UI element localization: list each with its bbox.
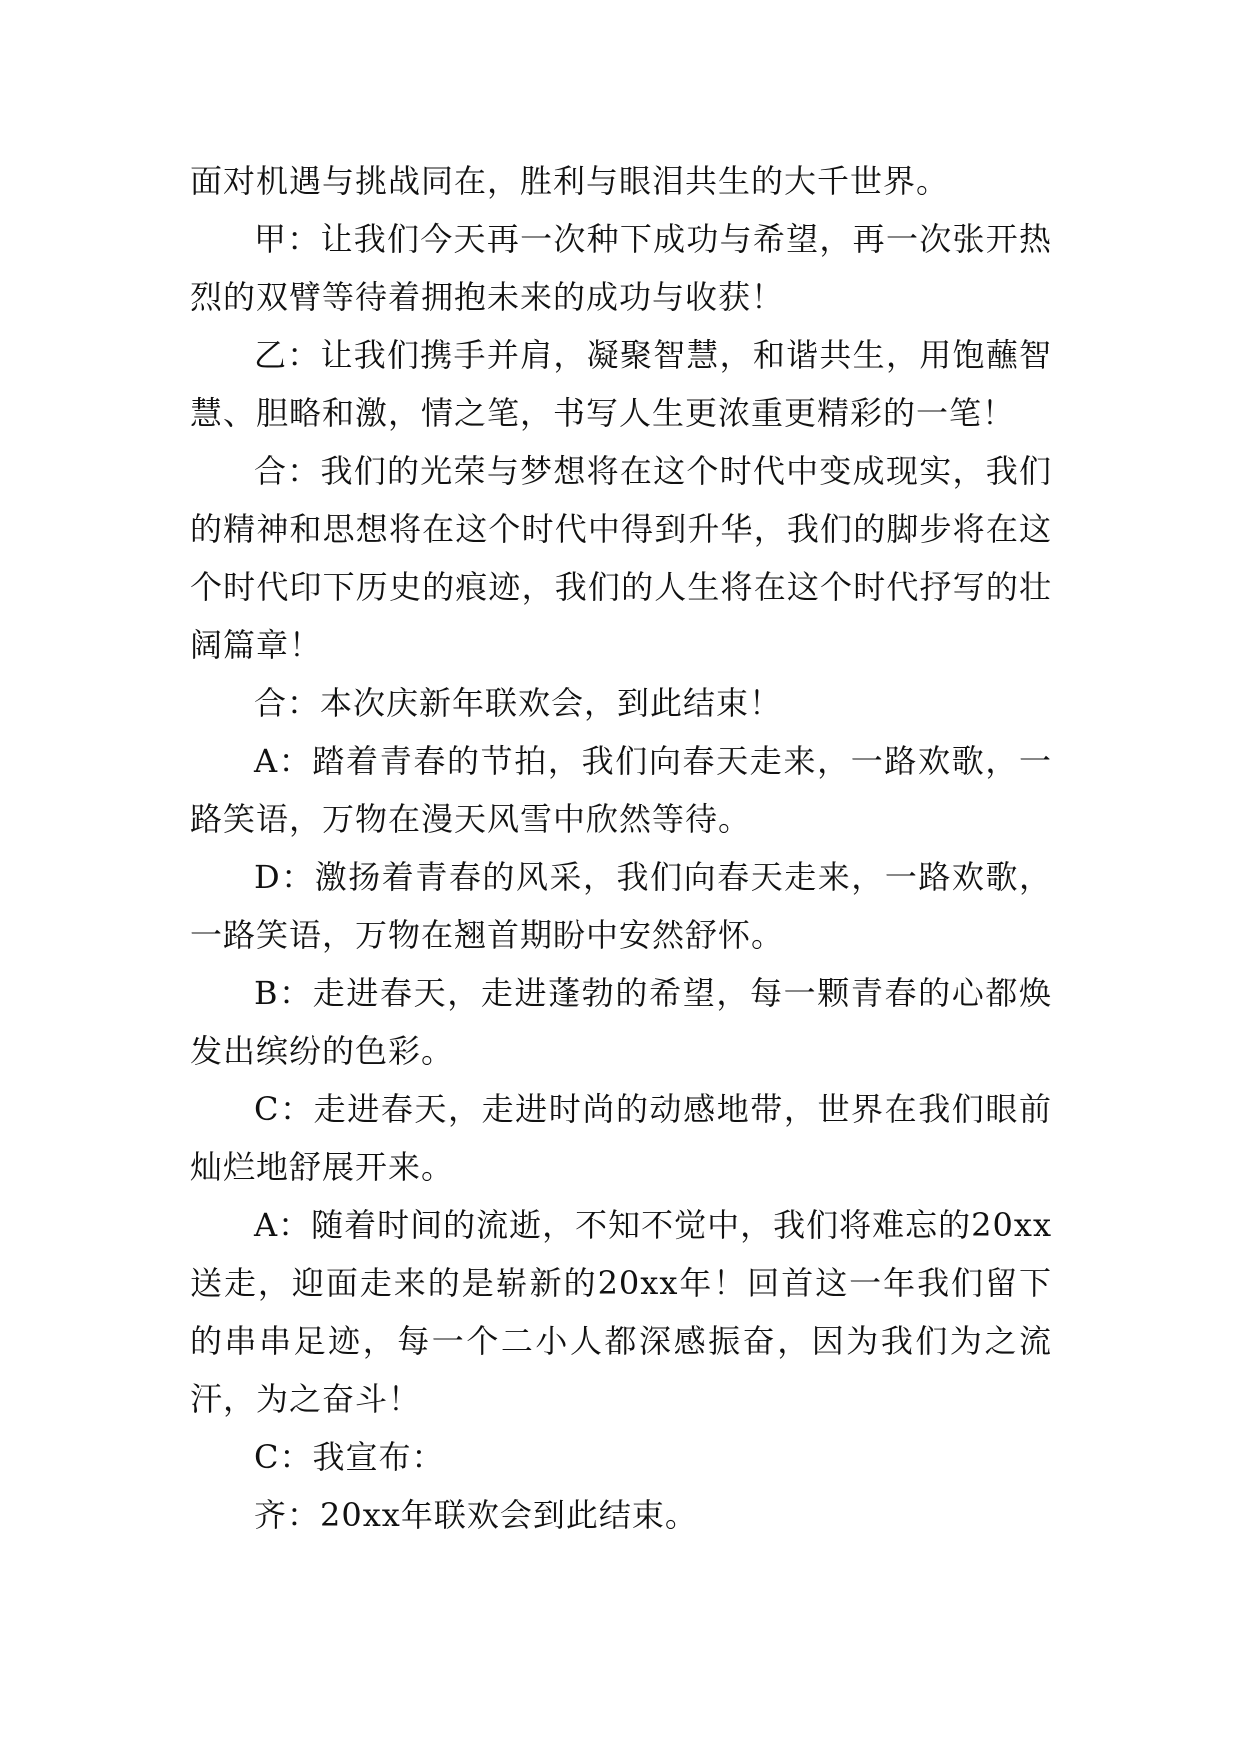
paragraph-d: D：激扬着青春的风采，我们向春天走来，一路欢歌，一路笑语，万物在翘首期盼中安然舒怀。 — [190, 858, 1052, 954]
paragraph-b: B：走进春天，走进蓬勃的希望，每一颗青春的心都焕发出缤纷的色彩。 — [190, 974, 1052, 1070]
paragraph-jia: 甲：让我们今天再一次种下成功与希望，再一次张开热烈的双臂等待着拥抱未来的成功与收获！ — [190, 220, 1052, 316]
paragraph-qi: 齐：20xx年联欢会到此结束。 — [254, 1496, 698, 1534]
document-body — [190, 152, 1052, 1544]
paragraph-continuation: 面对机遇与挑战同在，胜利与眼泪共生的大千世界。 — [190, 162, 950, 200]
paragraph-he-2: 合：本次庆新年联欢会，到此结束！ — [254, 684, 783, 722]
paragraph-a-1: A：踏着青春的节拍，我们向春天走来，一路欢歌，一路笑语，万物在漫天风雪中欣然等待。 — [190, 742, 1052, 838]
paragraph-c-1: C：走进春天，走进时尚的动感地带，世界在我们眼前灿烂地舒展开来。 — [190, 1090, 1052, 1186]
paragraph-a-2: A：随着时间的流逝，不知不觉中，我们将难忘的20xx送走，迎面走来的是崭新的20xx年！回首这一年我们留下的串串足迹，每一个二小人都深感振奋，因为我们为之流汗，为之奋斗！ — [190, 1206, 1052, 1418]
paragraph-c-2: C：我宣布： — [254, 1438, 445, 1476]
paragraph-yi: 乙：让我们携手并肩，凝聚智慧，和谐共生，用饱蘸智慧、胆略和激，情之笔，书写人生更浓重更精彩的一笔！ — [190, 336, 1052, 432]
paragraph-he-1: 合：我们的光荣与梦想将在这个时代中变成现实，我们的精神和思想将在这个时代中得到升华，我们的脚步将在这个时代印下历史的痕迹，我们的人生将在这个时代抒写的壮阔篇章！ — [190, 452, 1052, 664]
